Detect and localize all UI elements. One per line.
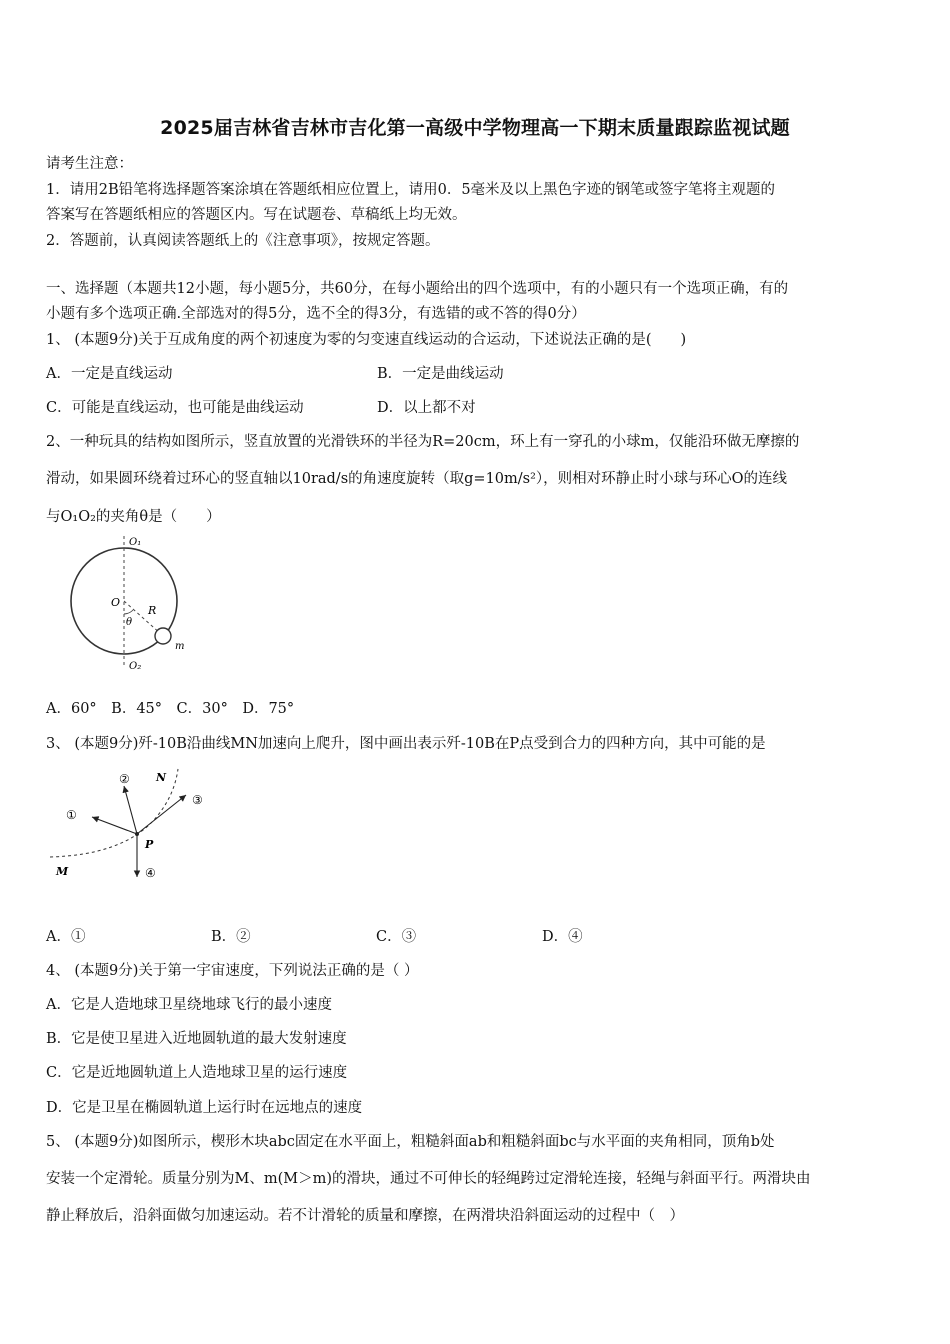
q3-option-d: D．④ [542, 929, 583, 945]
label-r: R [148, 604, 157, 617]
label-theta: θ [126, 617, 133, 628]
q3-stem: 3、 (本题9分)歼-10B沿曲线MN加速向上爬升，图中画出表示歼-10B在P点受到合力的四种方向，其中可能的是 [46, 736, 766, 752]
label-f3: ③ [192, 793, 203, 807]
ball [155, 628, 171, 644]
theta-arc [124, 610, 133, 614]
label-m: m [175, 641, 185, 652]
force-3-arrow [137, 795, 186, 834]
force-1-arrow [92, 817, 137, 834]
flight-diagram [46, 763, 226, 888]
label-p: P [145, 838, 154, 851]
q1-stem: 1、 (本题9分)关于互成角度的两个初速度为零的匀变速直线运动的合运动，下述说法正确的是( ) [46, 332, 687, 348]
label-f2: ② [119, 772, 130, 786]
q3-option-a: A．① [46, 929, 86, 945]
q2-options: A．60° B．45° C．30° D．75° [46, 701, 295, 717]
flight-figure [46, 763, 226, 892]
section-heading-cont: 小题有多个选项正确.全部选对的得5分，选不全的得3分，有选错的或不答的得0分） [46, 306, 586, 322]
label-o: O [111, 596, 121, 609]
notice-item-2: 2．答题前，认真阅读答题纸上的《注意事项》，按规定答题。 [46, 233, 440, 249]
q2-stem-1: 2、一种玩具的结构如图所示，竖直放置的光滑铁环的半径为R=20cm，环上有一穿孔的小球m，仅能沿环做无摩擦的 [46, 434, 800, 450]
q5-stem-3: 静止释放后，沿斜面做匀加速运动。若不计滑轮的质量和摩擦，在两滑块沿斜面运动的过程中（ ） [46, 1208, 684, 1224]
q4-option-a: A．它是人造地球卫星绕地球飞行的最小速度 [46, 997, 332, 1013]
label-n: N [156, 771, 167, 784]
force-2-arrow [124, 786, 137, 834]
q4-stem: 4、 (本题9分)关于第一宇宙速度，下列说法正确的是（ ） [46, 963, 419, 979]
q1-option-c: C．可能是直线运动，也可能是曲线运动 [46, 400, 304, 416]
label-f4: ④ [145, 866, 156, 880]
q1-option-a: A．一定是直线运动 [46, 366, 173, 382]
notice-item-1-cont: 答案写在答题纸相应的答题区内。写在试题卷、草稿纸上均无效。 [46, 207, 467, 223]
q3-option-b: B．② [211, 929, 251, 945]
notice-heading: 请考生注意： [46, 156, 133, 172]
q1-option-d: D．以上都不对 [377, 400, 476, 416]
q2-stem-3: 与O₁O₂的夹角θ是（ ） [46, 509, 221, 525]
q5-stem-1: 5、 (本题9分)如图所示，楔形木块abc固定在水平面上，粗糙斜面ab和粗糙斜面bc与水平面的夹角相同，顶角b处 [46, 1134, 775, 1150]
page-title: 2025届吉林省吉林市吉化第一高级中学物理高一下期末质量跟踪监视试题 [160, 117, 790, 139]
label-m-point: M [56, 865, 69, 878]
label-o2: O₂ [129, 661, 142, 672]
label-f1: ① [66, 808, 77, 822]
q1-option-b: B．一定是曲线运动 [377, 366, 504, 382]
q4-option-c: C．它是近地圆轨道上人造地球卫星的运行速度 [46, 1065, 348, 1081]
q4-option-b: B．它是使卫星进入近地圆轨道的最大发射速度 [46, 1031, 347, 1047]
q2-stem-2: 滑动，如果圆环绕着过环心的竖直轴以10rad/s的角速度旋转（取g=10m/s²），则相对环静止时小球与环心O的连线 [46, 471, 788, 487]
q5-stem-2: 安装一个定滑轮。质量分别为M、m(M＞m)的滑块，通过不可伸长的轻绳跨过定滑轮连接，轻绳与斜面平行。两滑块由 [46, 1171, 811, 1187]
q4-option-d: D．它是卫星在椭圆轨道上运行时在远地点的速度 [46, 1100, 363, 1116]
ring-figure [66, 532, 196, 676]
section-heading: 一、选择题（本题共12小题，每小题5分，共60分，在每小题给出的四个选项中，有的小题只有一个选项正确，有的 [46, 281, 789, 297]
ring-diagram [66, 532, 196, 672]
label-o1: O₁ [129, 537, 142, 548]
q3-option-c: C．③ [376, 929, 417, 945]
notice-item-1: 1．请用2B铅笔将选择题答案涂填在答题纸相应位置上，请用0．5毫米及以上黑色字迹的钢笔或签字笔将主观题的 [46, 182, 776, 198]
